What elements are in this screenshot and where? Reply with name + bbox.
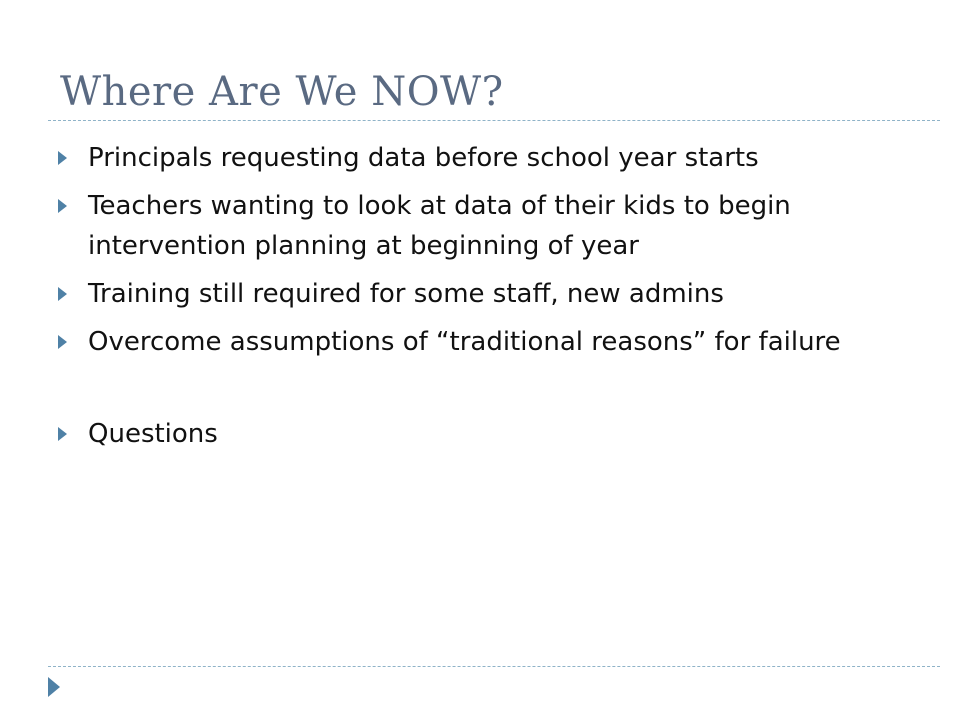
triangle-bullet-icon xyxy=(58,287,67,301)
bullet-text: Teachers wanting to look at data of their kids to begin intervention planning at beginning of year xyxy=(88,191,791,261)
bullet-item xyxy=(56,414,916,454)
bullet-item xyxy=(56,274,916,314)
bullet-item xyxy=(56,322,916,362)
bullet-list xyxy=(56,138,916,462)
title-divider xyxy=(48,120,940,121)
footer-divider xyxy=(48,666,940,667)
bullet-text: Principals requesting data before school year starts xyxy=(88,143,759,173)
bullet-item xyxy=(56,138,916,178)
slide-title: Where Are We NOW? xyxy=(60,69,504,115)
triangle-bullet-icon xyxy=(58,151,67,165)
triangle-bullet-icon xyxy=(58,335,67,349)
slide-nav-triangle-icon xyxy=(48,677,60,697)
triangle-bullet-icon xyxy=(58,199,67,213)
bullet-text: Overcome assumptions of “traditional reasons” for failure xyxy=(88,327,841,357)
triangle-bullet-icon xyxy=(58,427,67,441)
bullet-text: Questions xyxy=(88,419,218,449)
bullet-item xyxy=(56,186,916,266)
bullet-text: Training still required for some staff, new admins xyxy=(88,279,724,309)
